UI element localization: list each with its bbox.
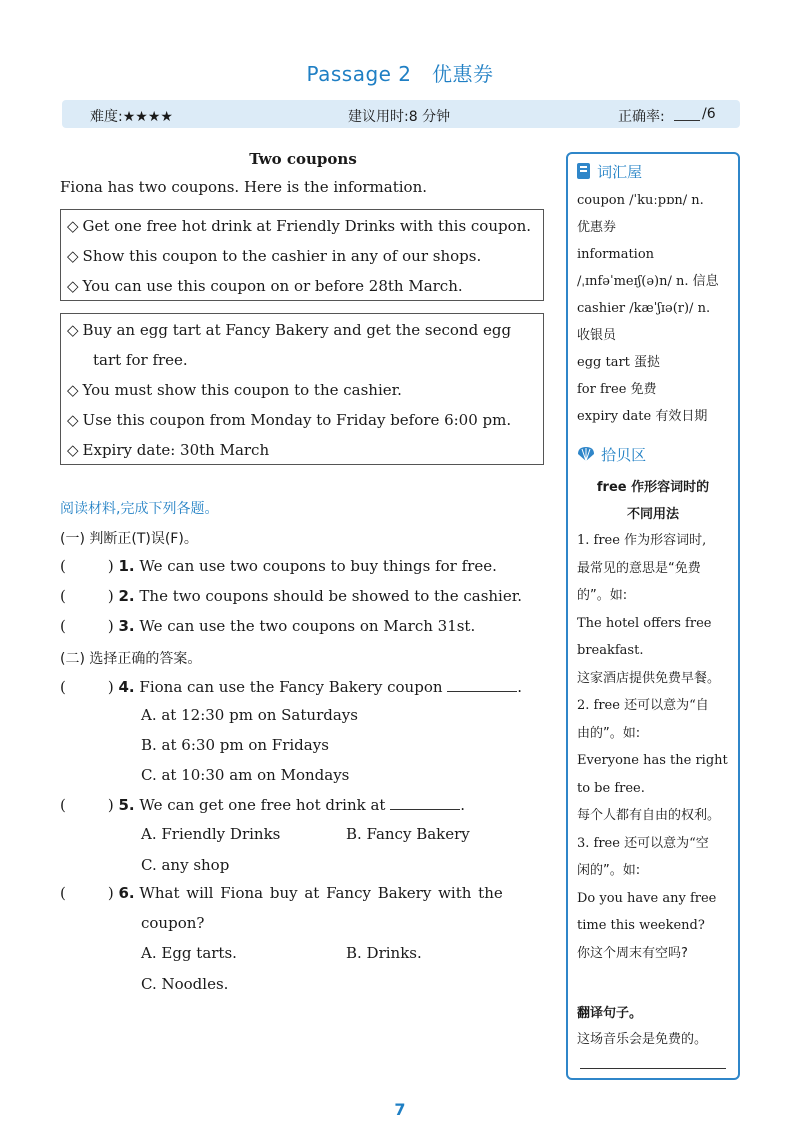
q6-option-a[interactable]: A. Egg tarts.	[141, 944, 237, 962]
tip-line: 你这个周末有空吗?	[577, 945, 688, 961]
question-2: ( ) 2. The two coupons should be showed to the cashier.	[60, 587, 523, 605]
vocab-line: 收银员	[577, 328, 617, 343]
tip-line: Do you have any free	[577, 890, 717, 906]
vocab-title: 词汇屋	[597, 163, 643, 181]
book-icon	[576, 162, 592, 180]
page-title: Passage 2 优惠券	[306, 62, 494, 86]
vocab-line: /ˌɪnfəˈmeɪʃ(ə)n/ n. 信息	[577, 274, 719, 289]
tip-line: to be free.	[577, 780, 645, 796]
shell-title: 拾贝区	[601, 446, 647, 464]
coupon2-line1-cont: tart for free.	[93, 351, 188, 369]
coupon-fancy-bakery	[60, 313, 544, 465]
vocab-line: expiry date 有效日期	[577, 409, 708, 424]
part1-title: (一) 判断正(T)误(F)。	[60, 531, 198, 547]
vocab-line: egg tart 蛋挞	[577, 355, 661, 370]
tip-line: time this weekend?	[577, 918, 705, 933]
q5-option-a[interactable]: A. Friendly Drinks	[141, 825, 281, 843]
exercise-instruction: 阅读材料,完成下列各题。	[60, 501, 219, 517]
tip-line: 的”。如:	[577, 588, 628, 603]
q4-option-b[interactable]: B. at 6:30 pm on Fridays	[141, 736, 329, 754]
tip-line: 这家酒店提供免费早餐。	[577, 670, 721, 686]
question-5: ( ) 5. We can get one free hot drink at .	[60, 796, 465, 814]
passage-title: Two coupons	[249, 150, 357, 168]
shell-icon	[576, 446, 596, 462]
question-6: ( ) 6. What will Fiona buy at Fancy Bakery with the	[60, 884, 503, 902]
diamond-icon: ◇	[67, 381, 79, 399]
translate-title: 翻译句子。	[577, 1006, 643, 1021]
tip-line: The hotel offers free	[577, 615, 712, 631]
diamond-icon: ◇	[67, 247, 79, 265]
diamond-icon: ◇	[67, 277, 79, 295]
passage-intro: Fiona has two coupons. Here is the information.	[60, 178, 427, 196]
tip-line: 每个人都有自由的权利。	[577, 808, 721, 823]
question-4: ( ) 4. Fiona can use the Fancy Bakery coupon .	[60, 678, 523, 696]
diamond-icon: ◇	[67, 441, 79, 459]
tip-line: 2. free 还可以意为“自	[577, 698, 709, 713]
translate-answer-line[interactable]	[580, 1068, 726, 1069]
tip-line: 最常见的意思是“免费	[577, 560, 701, 576]
coupon1-line1: ◇ Get one free hot drink at Friendly Drinks with this coupon.	[67, 217, 532, 235]
coupon2-line4: ◇ Expiry date: 30th March	[67, 441, 270, 459]
tips-list	[577, 527, 728, 967]
fill-blank	[447, 677, 517, 692]
tip-title-1: free 作形容词时的	[596, 480, 710, 495]
tip-line: 3. free 还可以意为“空	[577, 835, 709, 851]
suggested-time: 建议用时:8 分钟	[348, 109, 451, 125]
part2-title: (二) 选择正确的答案。	[60, 651, 202, 667]
coupon-friendly-drinks	[60, 209, 544, 301]
q5-option-b[interactable]: B. Fancy Bakery	[346, 825, 470, 843]
q4-option-a[interactable]: A. at 12:30 pm on Saturdays	[141, 706, 358, 724]
accuracy-total: /6	[702, 106, 716, 122]
tip-line: 由的”。如:	[577, 725, 641, 741]
sidebar-panel	[566, 152, 740, 1080]
question-6-cont: coupon?	[141, 914, 205, 932]
difficulty-rating: 难度:★★★★	[90, 109, 173, 125]
vocab-line: coupon /ˈkuːpɒn/ n.	[577, 193, 704, 208]
tip-title-2: 不同用法	[626, 507, 679, 522]
accuracy-blank	[674, 106, 700, 121]
accuracy-label: 正确率:	[618, 109, 665, 125]
diamond-icon: ◇	[67, 411, 79, 429]
tip-line: breakfast.	[577, 643, 644, 658]
coupon2-line1: ◇ Buy an egg tart at Fancy Bakery and get the second egg	[67, 321, 512, 339]
vocab-line: 优惠券	[577, 220, 617, 235]
tip-line: Everyone has the right	[577, 753, 728, 768]
coupon1-line2: ◇ Show this coupon to the cashier in any of our shops.	[67, 247, 482, 265]
diamond-icon: ◇	[67, 321, 79, 339]
q4-option-c[interactable]: C. at 10:30 am on Mondays	[141, 766, 350, 784]
vocab-line: information	[577, 247, 655, 262]
info-bar	[62, 100, 740, 128]
vocab-line: for free 免费	[577, 382, 657, 397]
coupon2-line3: ◇ Use this coupon from Monday to Friday before 6:00 pm.	[67, 411, 512, 429]
coupon1-line3: ◇ You can use this coupon on or before 28th March.	[67, 277, 463, 295]
tip-line: 闲的”。如:	[577, 863, 641, 878]
shell-header	[576, 444, 646, 465]
vocab-list	[577, 187, 719, 430]
coupon2-line2: ◇ You must show this coupon to the cashier.	[67, 381, 402, 399]
tip-line: 1. free 作为形容词时,	[577, 533, 707, 548]
vocab-header	[576, 161, 642, 182]
vocab-line: cashier /kæˈʃɪə(r)/ n.	[577, 301, 711, 316]
diamond-icon: ◇	[67, 217, 79, 235]
q5-option-c[interactable]: C. any shop	[141, 856, 230, 874]
fill-blank	[390, 795, 460, 810]
translate-sentence: 这场音乐会是免费的。	[577, 1032, 708, 1047]
page-number: 7	[394, 1100, 406, 1119]
q6-option-c[interactable]: C. Noodles.	[141, 975, 229, 993]
question-3: ( ) 3. We can use the two coupons on March 31st.	[60, 617, 476, 635]
q6-option-b[interactable]: B. Drinks.	[346, 944, 422, 962]
question-1: ( ) 1. We can use two coupons to buy things for free.	[60, 557, 497, 575]
